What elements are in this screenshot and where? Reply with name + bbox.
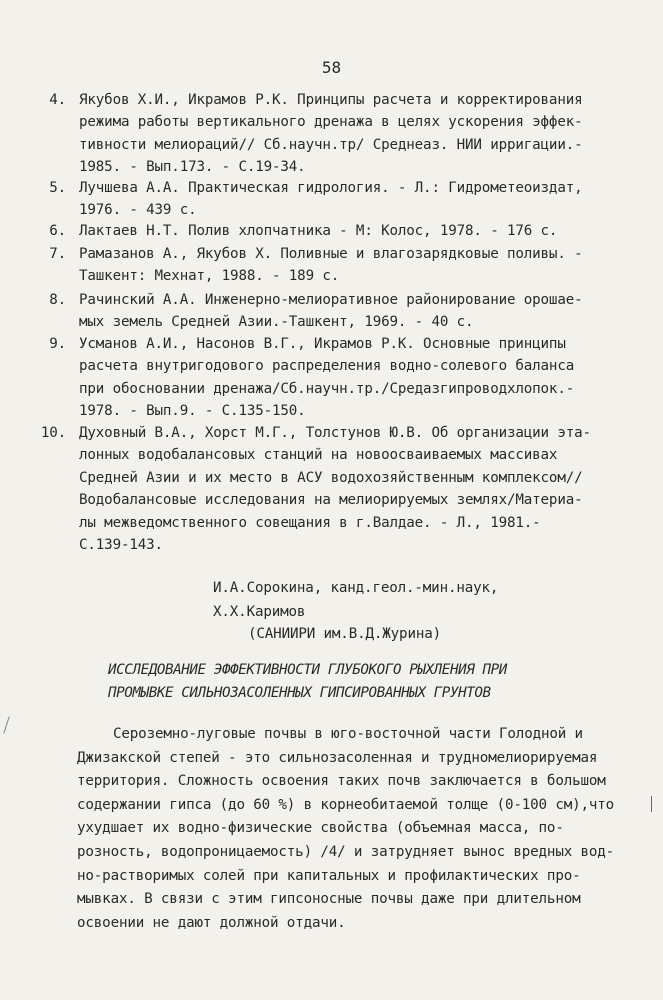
reference-line: тивности мелиораций// Сб.научн.тр/ Среднеаз. НИИ ирригации.- [79,136,583,153]
paragraph-line: территория. Сложность освоения таких почв заключается в большом [77,773,606,790]
reference-line: режима работы вертикального дренажа в целях ускорения эффек- [79,114,583,131]
paragraph-line: освоении не дают должной отдачи. [77,914,346,931]
author-line: Х.Х.Каримов [213,604,306,620]
reference-line: 1976. - 439 с. [79,202,197,219]
reference-number: 8. [49,292,66,308]
reference-line: 1978. - Вып.9. - С.135-150. [79,403,306,420]
reference-line: Усманов А.И., Насонов В.Г., Икрамов Р.К. Основные принципы [79,336,566,352]
reference-line: Ташкент: Мехнат, 1988. - 189 с. [79,268,340,285]
reference-number: 4. [49,92,66,108]
reference-number: 9. [49,336,66,352]
paragraph-line: содержании гипса (до 60 %) в корнеобитаемой толще (0-100 см),что [77,796,615,813]
reference-number: 10. [40,425,66,441]
reference-line: Средней Азии и их место в АСУ водохозяйственным комплексом// [79,469,583,486]
reference-number: 6. [49,223,66,239]
author-line: И.А.Сорокина, канд.геол.-мин.наук, [213,580,499,596]
reference-line: Духовный В.А., Хорст М.Г., Толстунов Ю.В. Об организации эта- [79,425,591,441]
reference-line: расчета внутригодового распределения водно-солевого баланса [79,358,575,375]
reference-line: Лактаев Н.Т. Полив хлопчатника - М: Колос, 1978. - 176 с. [79,223,558,239]
title-line: ИССЛЕДОВАНИЕ ЭФФЕКТИВНОСТИ ГЛУБОКОГО РЫХЛЕНИЯ ПРИ [108,662,507,678]
paragraph-line: Джизакской степей - это сильнозасоленная и трудномелиорируемая [77,749,598,766]
reference-line: при обосновании дренажа/Сб.научн.тр./Средазгипроводхлопок.- [79,380,575,397]
reference-line: Якубов Х.И., Икрамов Р.К. Принципы расчета и корректирования [79,92,583,108]
reference-line: Водобалансовые исследования на мелиорируемых землях/Материа- [79,492,583,509]
reference-line: Лучшева А.А. Практическая гидрология. - Л.: Гидрометеоиздат, [79,180,583,196]
reference-line: мых земель Средней Азии.-Ташкент, 1969. - 40 с. [79,314,474,331]
title-line: ПРОМЫВКЕ СИЛЬНОЗАСОЛЕННЫХ ГИПСИРОВАННЫХ ГРУНТОВ [108,685,491,701]
reference-number: 7. [49,246,66,262]
paragraph-line: мывках. В связи с этим гипсоносные почвы даже при длительном [77,891,581,908]
reference-line: Рамазанов А., Якубов Х. Поливные и влагозарядковые поливы. - [79,246,583,262]
reference-line: лы межведомственного совещания в г.Валдае. - Л., 1981.- [79,514,541,531]
paragraph-line: но-растворимых солей при капитальных и профилактических про- [77,867,581,884]
page-number: 58 [321,58,342,77]
paragraph-line: Сероземно-луговые почвы в юго-восточной части Голодной и [113,726,583,742]
paragraph-line: розность, водопроницаемость) /4/ и затрудняет вынос вредных вод- [77,844,615,860]
author-line: (САНИИРИ им.В.Д.Журина) [248,626,442,642]
paragraph-line: ухудшает их водно-физические свойства (объемная масса, по- [77,820,564,837]
margin-mark [651,796,652,812]
reference-line: Рачинский А.А. Инженерно-мелиоративное районирование орошае- [79,292,583,308]
margin-mark [3,716,10,733]
reference-line: 1985. - Вып.173. - С.19-34. [79,159,306,176]
reference-line: лонных водобалансовых станций на новоосваиваемых массивах [79,447,558,464]
reference-line: С.139-143. [79,537,163,553]
reference-number: 5. [49,180,66,196]
